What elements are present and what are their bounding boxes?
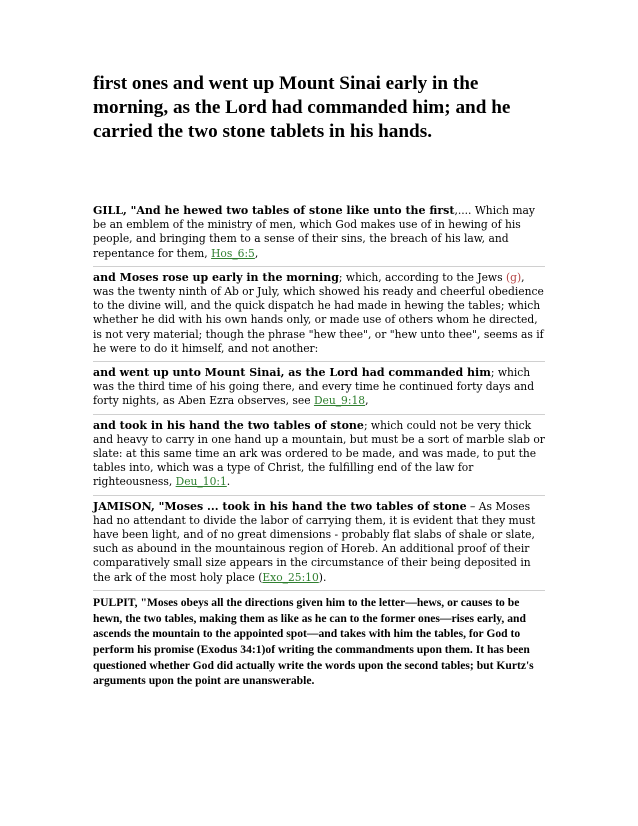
page-heading: first ones and went up Mount Sinai early in the morning, as the Lord had commanded him; and he carried the two stone tablets in his hands. [93,73,511,142]
gill-paragraph-2 [93,271,545,356]
gill-phrase: and Moses rose up early in the morning [93,270,339,284]
gill-lead: GILL, "And he hewed two tables of stone like unto the first [93,204,455,217]
punctuation: . [226,475,231,489]
scripture-link[interactable]: Exo_25:10 [262,570,319,584]
jamison-text: – As Moses had no attendant to divide the labor of carrying them, it is evident that they must have been light, and of no great dimensions - probably flat slabs of shale or slate, such as abound in the mountainous region of Horeb. An additional proof of their comparatively small size appears in the circumstance of their being deposited in the ark of the most holy place ( [93,499,536,584]
gill-text-continued: , was the twenty ninth of Ab or July, which showed his ready and cheerful obedience to the divine will, and the quick dispatch he had made in hewing the tables; which whether he did with his own hands only, or made use of others whom he directed, is not very material; though the phrase "hew thee", or "hew unto thee", seems as if he were to do it himself, and not another: [93,270,544,355]
gill-text: ; which, according to the Jews [338,270,506,284]
divider [93,590,545,591]
document-page [93,72,545,689]
gill-text: ; which was the third time of his going there, and every time he continued forty days and forty nights, as Aben Ezra observes, see [93,366,535,408]
gill-paragraph-1 [93,204,545,261]
scripture-link[interactable]: Deu_10:1 [175,475,227,489]
scripture-link[interactable]: Hos_6:5 [211,246,255,260]
gill-text: ,.... Which may be an emblem of the ministry of men, which God makes use of in hewing of his people, and bringing them to a sense of their sins, the breach of his law, and repentance for them, [93,204,535,260]
divider [93,361,545,362]
divider [93,495,545,496]
punctuation: , [365,394,369,408]
jamison-lead: JAMISON, "Moses ... took in his hand the two tables of stone [93,499,467,513]
gill-phrase: and went up unto Mount Sinai, as the Lord had commanded him [93,366,491,380]
jamison-paragraph [93,500,545,585]
pulpit-paragraph: PULPIT, "Moses obeys all the directions given him to the letter—hews, or causes to be hewn, the two tables, making them as like as he can to the former ones—rises early, and ascends the mountain to the appointed spot—and takes with him the tables, for God to perform his promise (Exodus 34:1)of writing the commandments upon them. It has been questioned whether God did actually write the words upon the second tables; but Kurtz's arguments upon the point are unanswerable. [93,595,534,688]
gill-paragraph-3 [93,366,545,409]
punctuation: , [254,246,259,260]
scripture-link[interactable]: Deu_9:18 [313,394,366,408]
gill-paragraph-4 [93,419,545,490]
divider [93,266,545,267]
footnote-marker[interactable]: (g) [505,270,522,284]
gill-text: ; which could not be very thick and heavy to carry in one hand up a mountain, but must be a sort of marble slab or slate: at this same time an ark was ordered to be made, and was made, to put the tables into, which was a type of Christ, the fulfilling end of the law for righteousness, [93,418,545,489]
punctuation: ). [318,570,327,584]
gill-phrase: and took in his hand the two tables of stone [93,418,364,432]
divider [93,414,545,415]
